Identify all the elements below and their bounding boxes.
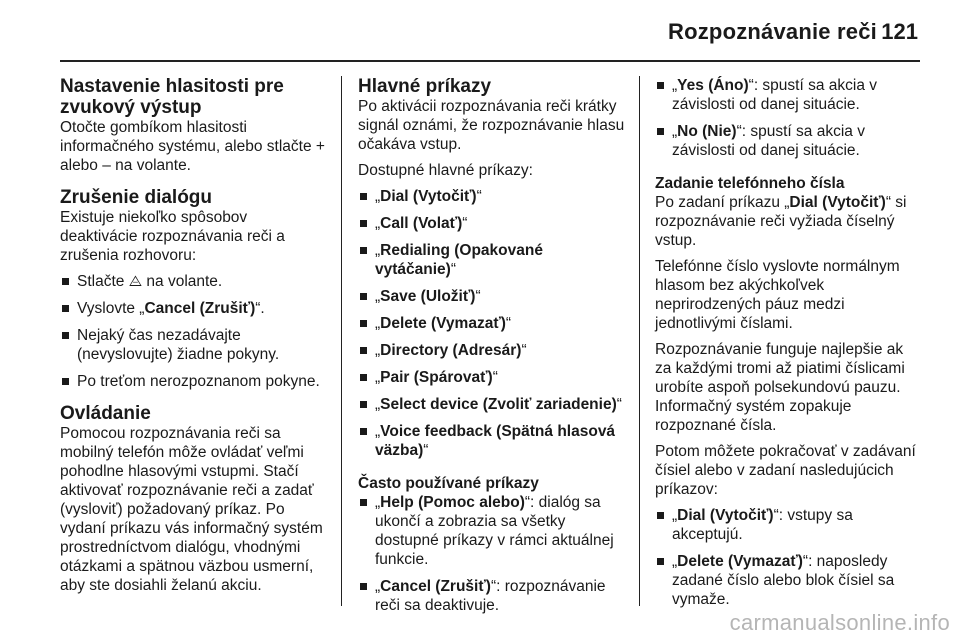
phone-paragraph-1 — [655, 193, 920, 250]
quote-mark: „ — [375, 188, 381, 205]
command-label: Directory (Adresár) — [380, 342, 522, 359]
quote-mark: „ — [375, 494, 381, 511]
list-item-text: “: dialóg sa ukončí a zobrazia sa všetky dostupné príkazy v rámci aktuálnej funkcie. — [375, 494, 614, 568]
section-text-operation: Pomocou rozpoznávania reči sa mobilný telefón môže ovládať veľmi pohodlne hlasovými vstupmi. Stačí aktivovať rozpoznávanie reči a zadať (vysloviť) požadovaný príkaz. Po vydaní príkazu vás informačný systém prostredníctvom dialógu, vhodnými otázkami a spätnou väzbou usmerní, aby ste dosiahli želanú akciu. — [60, 425, 323, 594]
section-operation — [60, 403, 328, 595]
command-label: Dial (Vytočiť) — [677, 507, 774, 524]
section-heading-operation: Ovládanie — [60, 403, 151, 424]
command-label: Dial (Vytočiť) — [789, 194, 886, 211]
quote-mark: „ — [375, 396, 381, 413]
list-item — [60, 272, 328, 291]
section-heading-main-commands: Hlavné príkazy — [358, 76, 492, 97]
list-item — [655, 552, 920, 609]
voice-off-icon: ⨺ — [128, 273, 143, 290]
list-item-text: “: naposledy zadané číslo alebo blok čísiel sa vymaže. — [672, 553, 895, 608]
list-item-text: “: rozpoznávanie reči sa deaktivuje. — [375, 578, 606, 614]
bullet-icon — [62, 332, 69, 339]
list-item-text: “. — [255, 300, 265, 317]
section-volume — [60, 76, 328, 175]
quote-mark: “ — [476, 188, 482, 205]
header-divider — [60, 60, 920, 62]
quote-mark: „ — [375, 423, 381, 440]
quote-mark: „ — [672, 77, 678, 94]
bullet-icon — [360, 583, 367, 590]
list-item-text: Nejaký čas nezadávajte (nevyslovujte) žiadne pokyny. — [77, 327, 280, 363]
section-text-volume: Otočte gombíkom hlasitosti informačného systému, alebo stlačte + alebo – na volante. — [60, 119, 325, 174]
bullet-icon — [62, 305, 69, 312]
quote-mark: “ — [492, 369, 498, 386]
watermark: carmanualsonline.info — [729, 610, 950, 635]
command-list-item — [358, 214, 628, 233]
command-label: Delete (Vymazať) — [677, 553, 803, 570]
list-item — [358, 577, 628, 615]
quote-mark: „ — [375, 342, 381, 359]
paragraph-text: Po zadaní príkazu „ — [655, 194, 790, 211]
bullet-icon — [360, 499, 367, 506]
list-item-text: “: vstupy sa akceptujú. — [672, 507, 853, 543]
list-item-text: “: spustí sa akcia v závislosti od danej situácie. — [672, 77, 878, 113]
list-item-text: “: spustí sa akcia v závislosti od danej situácie. — [672, 123, 865, 159]
command-label: Redialing (Opakované vytáčanie) — [375, 242, 543, 278]
list-item — [60, 372, 328, 391]
column-2 — [358, 76, 628, 623]
bullet-icon — [360, 320, 367, 327]
bullet-icon — [360, 247, 367, 254]
list-item-text: Vyslovte „ — [77, 300, 145, 317]
phone-paragraph-2: Telefónne číslo vyslovte normálnym hlasom bez akýchkoľvek neprirodzených páuz medzi jednotlivými číslami. — [655, 258, 900, 332]
column-3 — [655, 76, 920, 617]
quote-mark: “ — [616, 396, 622, 413]
quote-mark: “ — [423, 442, 429, 459]
bullet-icon — [657, 558, 664, 565]
quote-mark: „ — [375, 242, 381, 259]
page-number: 121 — [881, 19, 918, 44]
list-item — [60, 299, 328, 318]
section-heading-frequent: Často používané príkazy — [358, 475, 539, 492]
list-item — [655, 122, 920, 160]
quote-mark: “ — [450, 261, 456, 278]
bullet-icon — [360, 293, 367, 300]
command-label: Save (Uložiť) — [380, 288, 476, 305]
quote-mark: „ — [375, 215, 381, 232]
list-item-text: Po treťom nerozpoznanom pokyne. — [77, 373, 320, 390]
command-list-item — [358, 341, 628, 360]
quote-mark: “ — [462, 215, 468, 232]
quote-mark: „ — [375, 288, 381, 305]
command-label: Voice feedback (Spätná hlasová väzba) — [375, 423, 616, 459]
bullet-icon — [657, 82, 664, 89]
phone-paragraph-3: Rozpoznávanie funguje najlepšie ak za každými tromi až piatimi číslicami urobíte aspoň polsekundovú pauzu. Informačný systém zopakuje rozpoznané čísla. — [655, 341, 905, 434]
quote-mark: “ — [475, 288, 481, 305]
command-label: Cancel (Zrušiť) — [380, 578, 491, 595]
quote-mark: “ — [521, 342, 527, 359]
section-heading-volume: Nastavenie hlasitosti pre zvukový výstup — [60, 76, 284, 118]
command-list-item — [358, 287, 628, 306]
command-list-item — [358, 422, 628, 460]
bullet-icon — [657, 128, 664, 135]
command-label: Help (Pomoc alebo) — [380, 494, 525, 511]
cancel-methods-list — [60, 272, 328, 391]
column-divider-2 — [639, 76, 640, 606]
bullet-icon — [360, 220, 367, 227]
main-commands-intro2: Dostupné hlavné príkazy: — [358, 162, 533, 179]
quote-mark: „ — [672, 123, 678, 140]
column-1 — [60, 76, 328, 605]
number-commands-list — [655, 506, 920, 609]
list-item — [655, 76, 920, 114]
quote-mark: „ — [375, 578, 381, 595]
list-item — [60, 326, 328, 364]
quote-mark: „ — [672, 553, 678, 570]
bullet-icon — [657, 512, 664, 519]
command-label: Call (Volať) — [380, 215, 463, 232]
bullet-icon — [360, 347, 367, 354]
command-label: Delete (Vymazať) — [380, 315, 506, 332]
list-item-text: Stlačte — [77, 273, 129, 290]
list-item-text: na volante. — [142, 273, 223, 290]
section-cancel-dialog — [60, 187, 328, 391]
list-item — [655, 506, 920, 544]
command-label: Dial (Vytočiť) — [380, 188, 477, 205]
bullet-icon — [360, 374, 367, 381]
confirm-commands-list — [655, 76, 920, 160]
section-text-cancel: Existuje niekoľko spôsobov deaktivácie rozpoznávania reči a zrušenia rozhovoru: — [60, 209, 285, 264]
command-label: Pair (Spárovať) — [380, 369, 493, 386]
main-commands-list — [358, 187, 628, 460]
quote-mark: „ — [672, 507, 678, 524]
bullet-icon — [360, 428, 367, 435]
list-item — [358, 493, 628, 569]
command-list-item — [358, 395, 628, 414]
column-divider-1 — [341, 76, 342, 606]
bullet-icon — [360, 401, 367, 408]
phone-paragraph-4: Potom môžete pokračovať v zadávaní čísiel alebo v zadaní nasledujúcich príkazov: — [655, 443, 916, 498]
command-label: Select device (Zvoliť zariadenie) — [380, 396, 617, 413]
paragraph-text: “ si rozpoznávanie reči vyžiada číselný vstup. — [655, 194, 907, 249]
section-heading-cancel: Zrušenie dialógu — [60, 187, 213, 208]
command-list-item — [358, 241, 628, 279]
quote-mark: „ — [375, 315, 381, 332]
frequent-commands-list — [358, 493, 628, 615]
quote-mark: „ — [375, 369, 381, 386]
bullet-icon — [360, 193, 367, 200]
command-list-item — [358, 314, 628, 333]
command-label: No (Nie) — [677, 123, 737, 140]
section-heading-phone-number: Zadanie telefónneho čísla — [655, 175, 845, 192]
command-label: Cancel (Zrušiť) — [144, 300, 256, 317]
bullet-icon — [62, 378, 69, 385]
command-label: Yes (Áno) — [677, 77, 749, 94]
quote-mark: “ — [505, 315, 512, 332]
command-list-item — [358, 368, 628, 387]
command-list-item — [358, 187, 628, 206]
main-commands-intro: Po aktivácii rozpoznávania reči krátky signál oznámi, že rozpoznávanie hlasu očakáva vstup. — [358, 98, 625, 153]
page-header-title: Rozpoznávanie reči — [668, 19, 877, 44]
bullet-icon — [62, 278, 69, 285]
